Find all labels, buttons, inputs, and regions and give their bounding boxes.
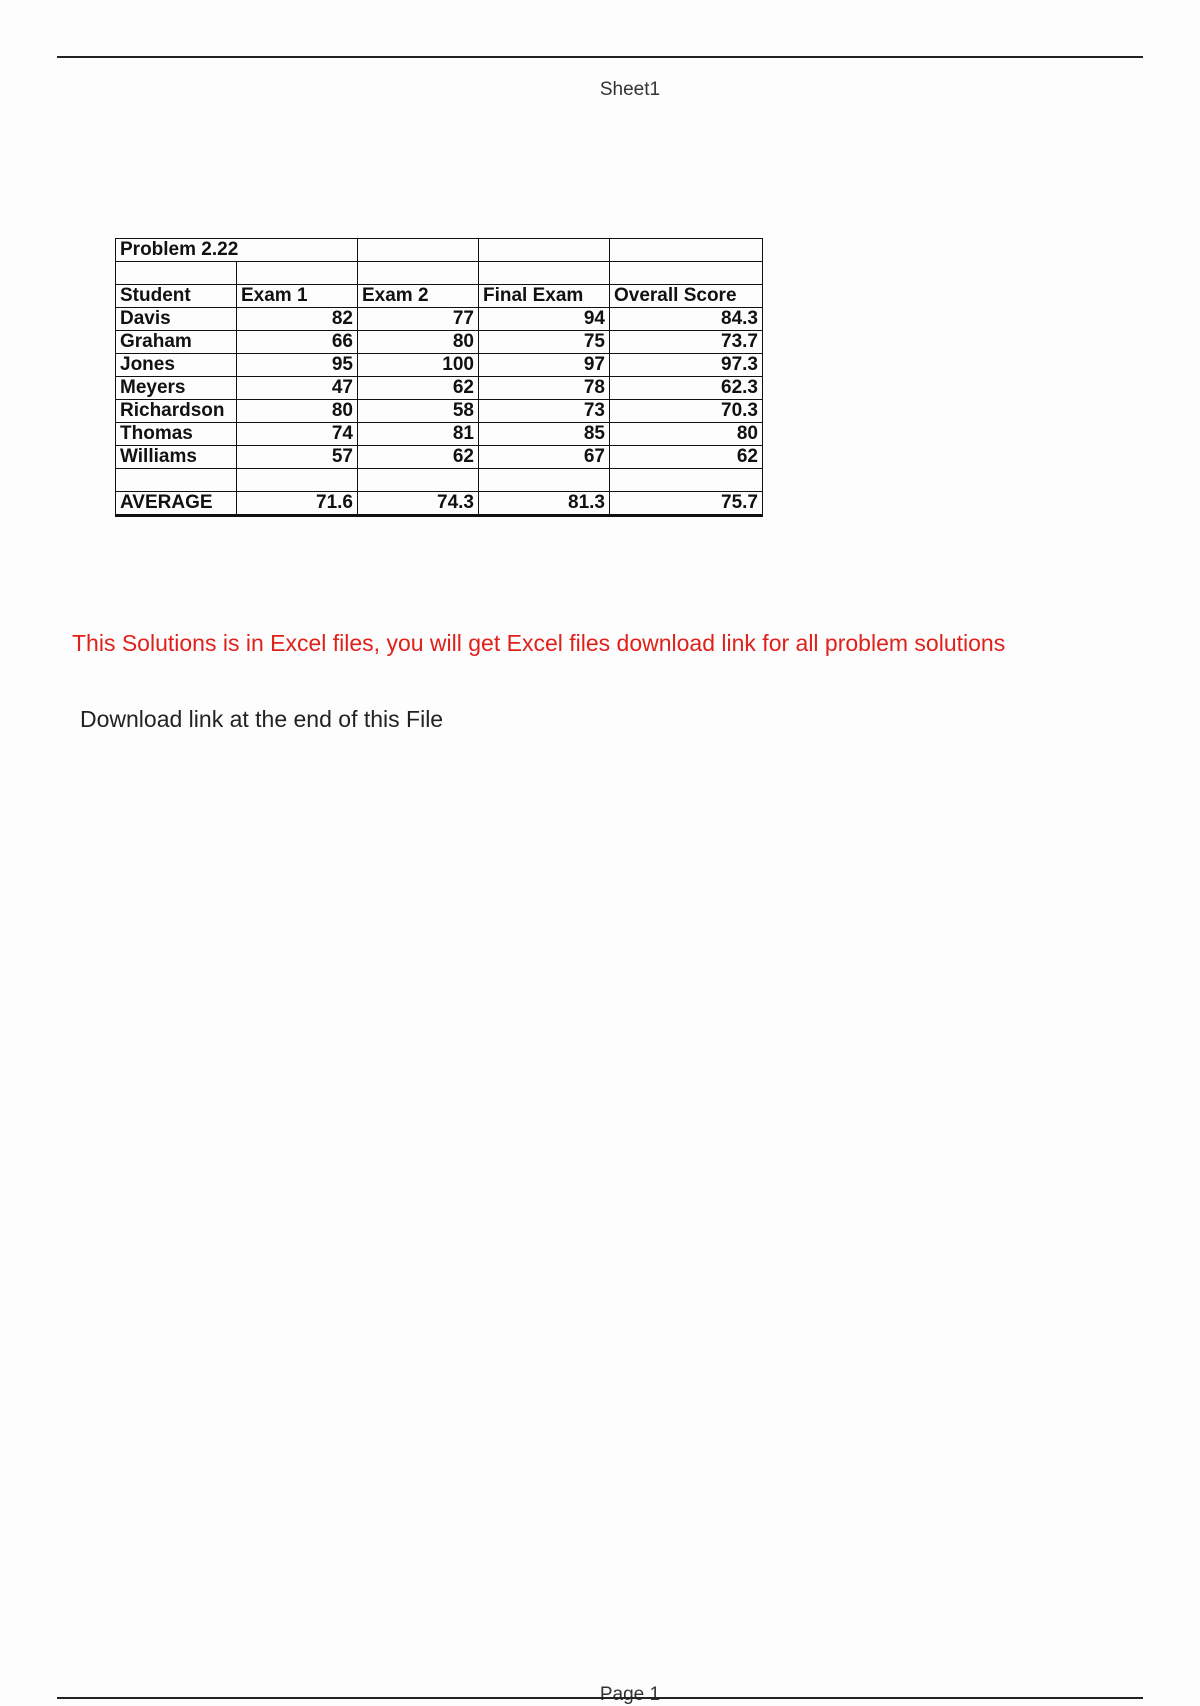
- student-name-cell: Thomas: [116, 423, 237, 446]
- score-cell: 47: [237, 377, 358, 400]
- score-cell: 82: [237, 308, 358, 331]
- score-cell: 67: [479, 446, 610, 469]
- average-row: [116, 492, 763, 516]
- score-cell: 85: [479, 423, 610, 446]
- blank-row: [116, 262, 763, 285]
- score-table: [115, 238, 763, 517]
- table-cell: [479, 239, 610, 262]
- average-cell: 74.3: [358, 492, 479, 516]
- sheet-title: Sheet1: [599, 79, 661, 100]
- score-cell: 62: [610, 446, 763, 469]
- table-row: [116, 331, 763, 354]
- blank-row: [116, 469, 763, 492]
- column-header: Exam 2: [358, 285, 479, 308]
- column-header: Final Exam: [479, 285, 610, 308]
- score-cell: 100: [358, 354, 479, 377]
- score-cell: 80: [610, 423, 763, 446]
- table-row: [116, 446, 763, 469]
- page-footer: Page 1: [599, 1684, 661, 1705]
- score-cell: 66: [237, 331, 358, 354]
- student-name-cell: Graham: [116, 331, 237, 354]
- footer-rule: [57, 1697, 1143, 1699]
- table-row: [116, 354, 763, 377]
- score-cell: 70.3: [610, 400, 763, 423]
- score-cell: 94: [479, 308, 610, 331]
- table-row: [116, 423, 763, 446]
- table-row: [116, 308, 763, 331]
- column-header: Student: [116, 285, 237, 308]
- score-cell: 80: [358, 331, 479, 354]
- average-cell: 81.3: [479, 492, 610, 516]
- table-header-row: [116, 285, 763, 308]
- score-cell: 97: [479, 354, 610, 377]
- score-cell: 62.3: [610, 377, 763, 400]
- score-cell: 58: [358, 400, 479, 423]
- score-cell: 62: [358, 446, 479, 469]
- table-row: [116, 377, 763, 400]
- score-cell: 73: [479, 400, 610, 423]
- score-cell: 57: [237, 446, 358, 469]
- table-title: Problem 2.22: [116, 239, 358, 262]
- score-cell: 73.7: [610, 331, 763, 354]
- score-cell: 84.3: [610, 308, 763, 331]
- table-cell: [610, 239, 763, 262]
- excel-notice: This Solutions is in Excel files, you will get Excel files download link for all problem solutions: [72, 630, 1006, 656]
- score-cell: 95: [237, 354, 358, 377]
- score-cell: 78: [479, 377, 610, 400]
- column-header: Overall Score: [610, 285, 763, 308]
- download-note: Download link at the end of this File: [80, 706, 444, 732]
- student-name-cell: Meyers: [116, 377, 237, 400]
- student-name-cell: Jones: [116, 354, 237, 377]
- score-cell: 80: [237, 400, 358, 423]
- table-row: [116, 400, 763, 423]
- score-cell: 74: [237, 423, 358, 446]
- average-label: AVERAGE: [116, 492, 237, 516]
- table-title-row: [116, 239, 763, 262]
- score-cell: 77: [358, 308, 479, 331]
- score-cell: 97.3: [610, 354, 763, 377]
- average-cell: 75.7: [610, 492, 763, 516]
- student-name-cell: Davis: [116, 308, 237, 331]
- table-cell: [358, 239, 479, 262]
- student-name-cell: Richardson: [116, 400, 237, 423]
- score-cell: 81: [358, 423, 479, 446]
- header-rule: [57, 56, 1143, 58]
- student-name-cell: Williams: [116, 446, 237, 469]
- average-cell: 71.6: [237, 492, 358, 516]
- score-cell: 62: [358, 377, 479, 400]
- score-cell: 75: [479, 331, 610, 354]
- column-header: Exam 1: [237, 285, 358, 308]
